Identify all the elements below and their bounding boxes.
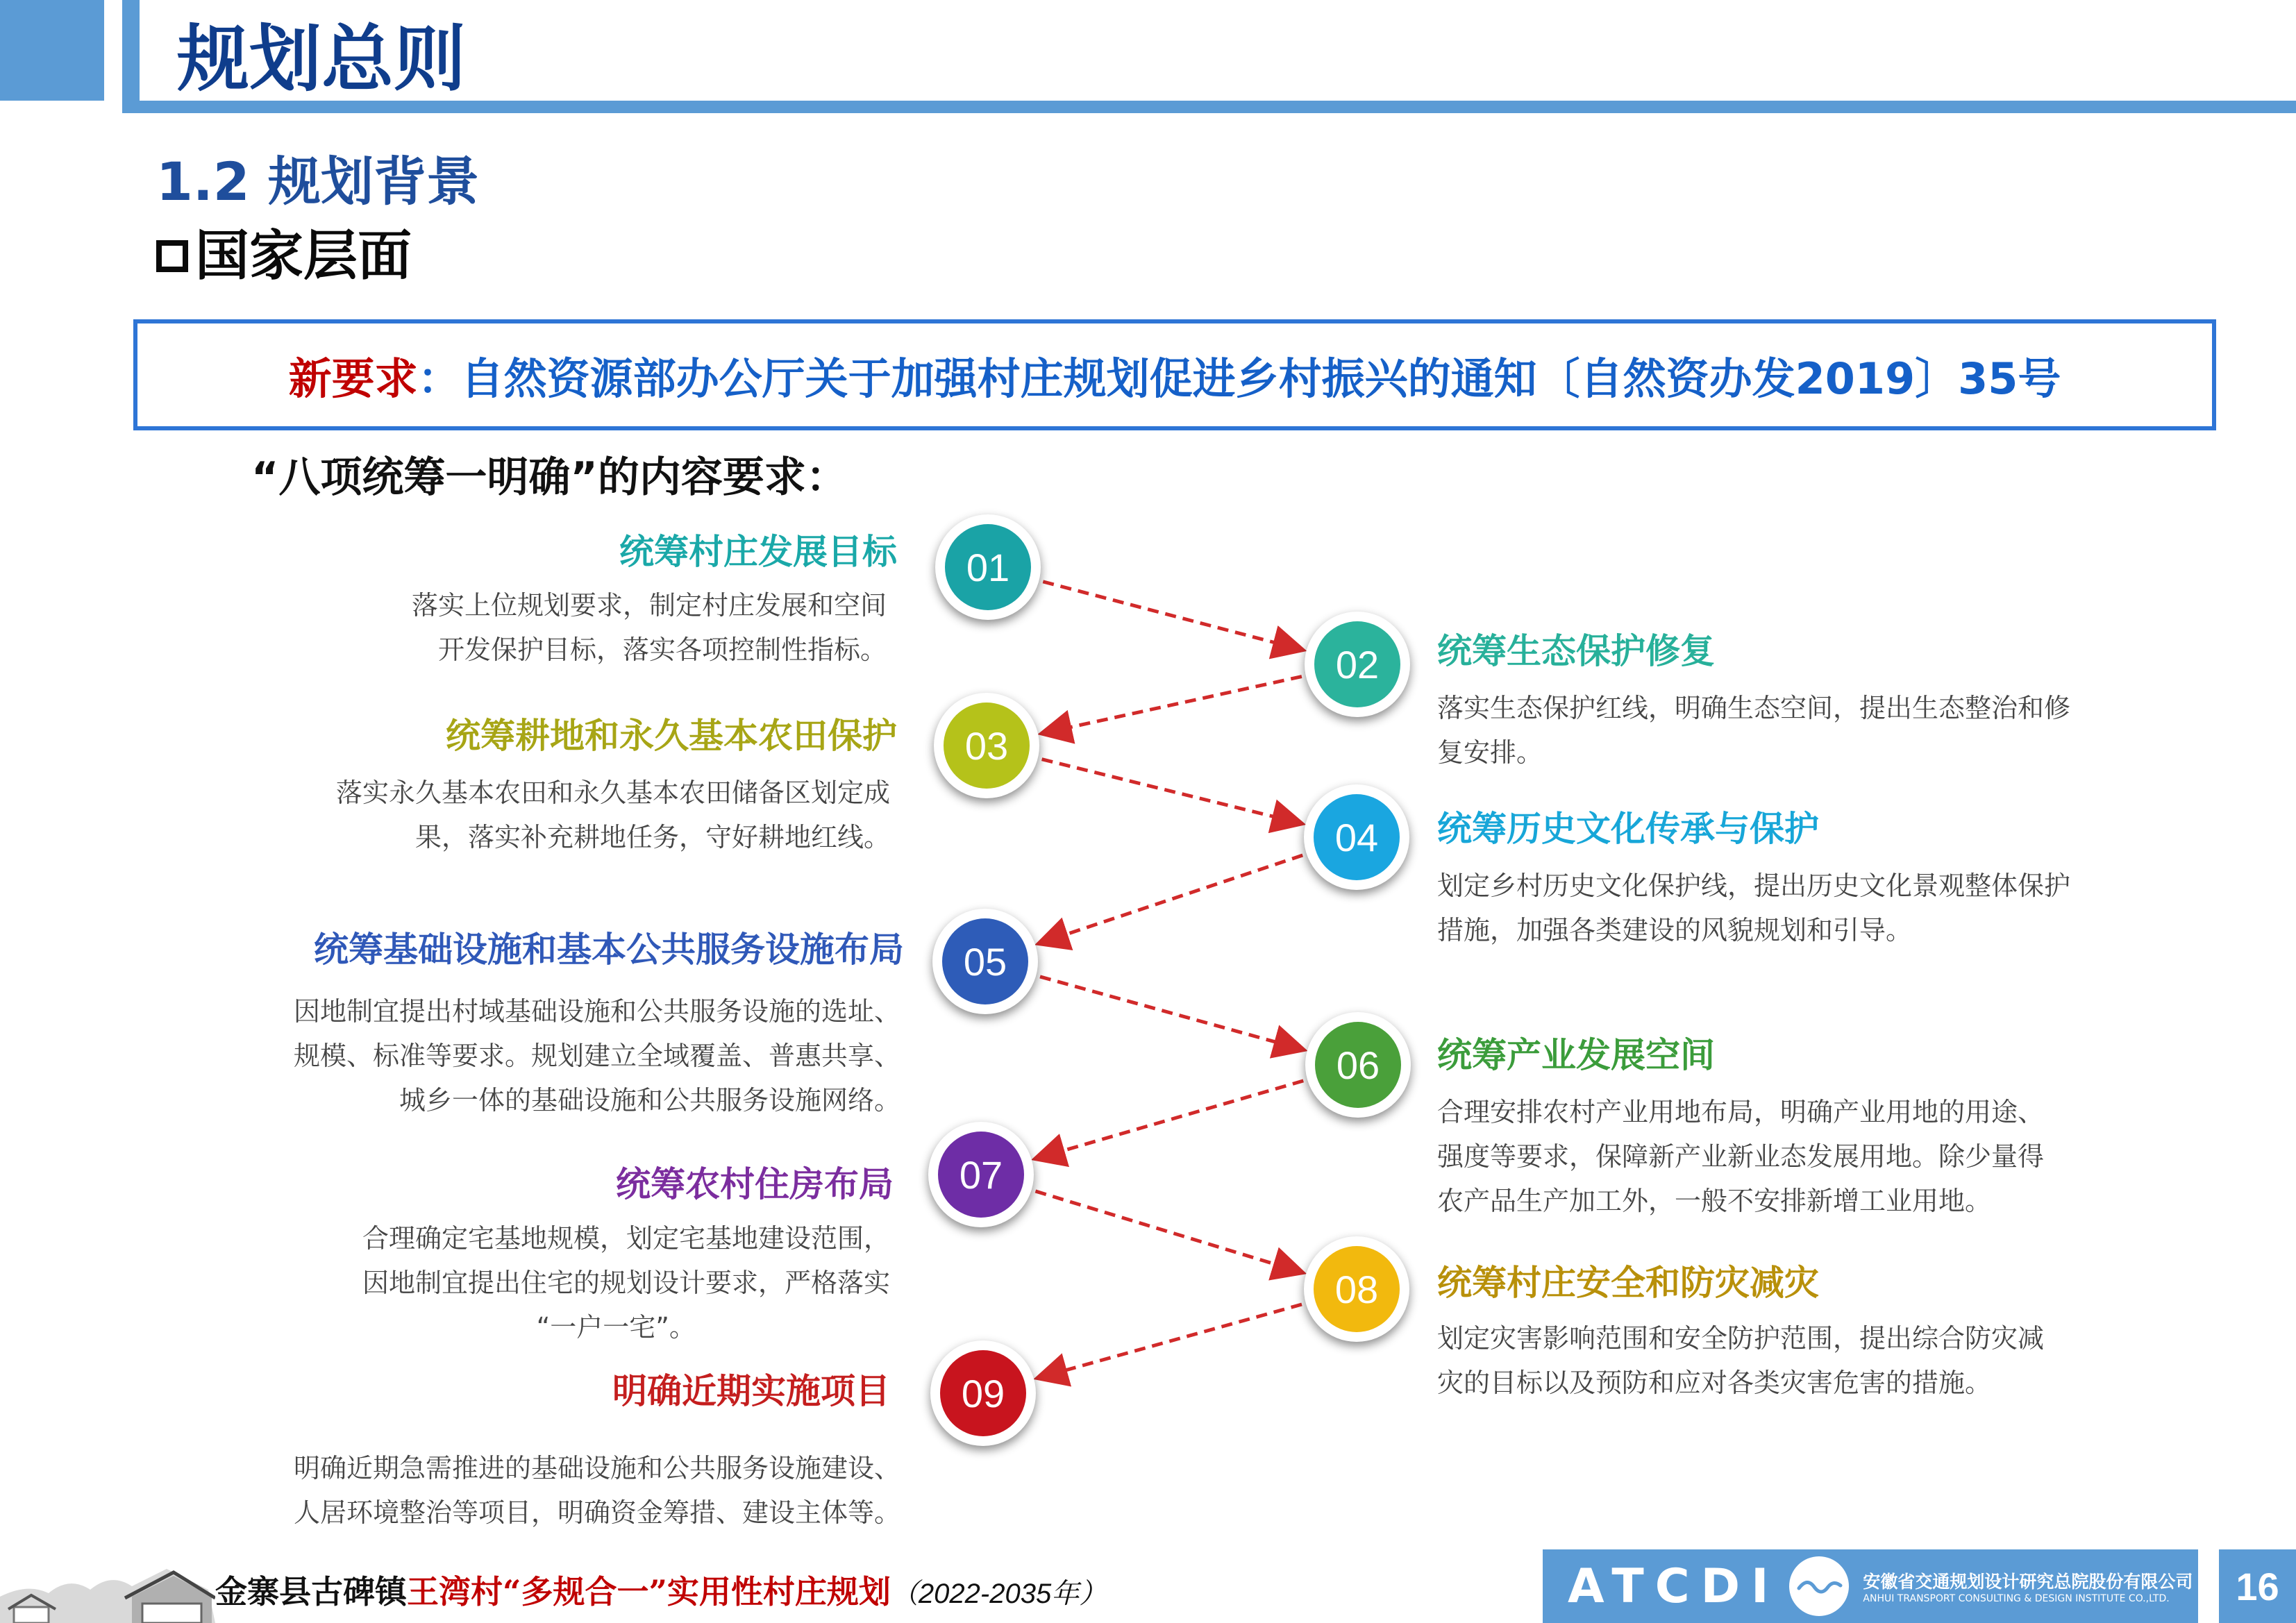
item-desc-04 [1437,864,2070,952]
step-circle-07 [928,1122,1034,1227]
step-circle-08 [1304,1236,1409,1342]
connector-arrow [1035,1191,1296,1271]
item-desc-08 [1437,1316,2044,1405]
step-number: 05 [942,918,1028,1004]
connector-arrow [1044,855,1302,941]
item-title-01: 统筹村庄发展目标 [619,532,897,572]
step-number: 02 [1314,621,1400,707]
step-circle-01 [935,514,1041,620]
step-circle-06 [1305,1012,1411,1118]
item-desc-line: 城乡一体的基础设施和公共服务设施网络。 [399,1085,900,1116]
step-number: 07 [938,1132,1024,1218]
item-desc-line: 复安排。 [1437,737,1543,768]
page-title: 规划总则 [177,17,467,101]
logo-company-cn: 安徽省交通规划设计研究总院股份有限公司 [1863,1572,2193,1592]
item-desc-line: 开发保护目标，落实各项控制性指标。 [437,634,887,665]
connector-arrow [1041,1081,1303,1157]
item-desc-line: 果，落实补充耕地任务，守好耕地红线。 [414,822,890,852]
village-illustration [0,1541,215,1623]
item-title-06: 统筹产业发展空间 [1437,1035,1715,1075]
logo-company-en: ANHUI TRANSPORT CONSULTING & DESIGN INSTITUTE CO.,LTD. [1863,1593,2170,1604]
footer-location: 金寨县古碑镇 [215,1573,407,1611]
logo-wordmark: ATCDI [1568,1558,1780,1614]
step-circle-03 [934,693,1039,798]
step-circle-05 [932,909,1038,1014]
item-title-08: 统筹村庄安全和防灾减灾 [1437,1263,1819,1303]
item-desc-line: “一户一宅”。 [536,1312,696,1343]
item-title-07: 统筹农村住房布局 [616,1164,894,1204]
step-number: 04 [1314,794,1400,880]
item-title-03: 统筹耕地和永久基本农田保护 [446,716,897,756]
section-heading: 1.2 规划背景 [156,151,480,212]
item-title-02: 统筹生态保护修复 [1437,631,1715,671]
connector-arrow [1043,582,1297,648]
step-circle-04 [1304,784,1409,890]
step-circle-09 [930,1340,1036,1446]
item-desc-07 [362,1216,890,1349]
item-desc-line: 合理确定宅基地规模，划定宅基地建设范围， [362,1223,890,1254]
notice-prefix: 新要求 [288,353,418,404]
sub-heading-text: 国家层面 [195,225,412,287]
wave-logo-icon [1789,1556,1849,1616]
company-logo [1543,1549,2198,1623]
connector-arrow [1040,977,1298,1048]
step-number: 08 [1314,1246,1400,1332]
item-desc-line: 明确近期急需推进的基础设施和公共服务设施建设、 [293,1453,900,1483]
item-desc-line: 强度等要求，保障新产业新业态发展用地。除少量得 [1437,1141,2045,1172]
logo-company-names [1863,1568,2193,1604]
footer-plan-name: 王湾村“多规合一”实用性村庄规划 [407,1573,891,1611]
item-desc-01 [412,583,887,672]
item-desc-line: 因地制宜提出住宅的规划设计要求，严格落实 [362,1268,890,1298]
connector-arrow [1042,759,1296,823]
intro-heading: “八项统筹一明确”的内容要求： [251,453,848,502]
item-desc-03 [336,771,890,859]
step-number: 06 [1315,1022,1401,1108]
item-title-09: 明确近期实施项目 [612,1371,890,1411]
item-desc-line: 规模、标准等要求。规划建立全域覆盖、普惠共享、 [293,1041,900,1071]
item-desc-line: 灾的目标以及预防和应对各类灾害危害的措施。 [1437,1368,1992,1398]
item-desc-line: 合理安排农村产业用地布局，明确产业用地的用途、 [1437,1097,2045,1127]
item-title-05: 统筹基础设施和基本公共服务设施布局 [314,930,904,970]
connector-arrow [1048,677,1302,732]
page-number: 16 [2219,1549,2296,1623]
item-desc-line: 落实永久基本农田和永久基本农田储备区划定成 [335,777,890,808]
step-number: 09 [940,1350,1026,1436]
item-desc-06 [1437,1090,2044,1223]
step-number: 03 [944,703,1030,789]
item-desc-05 [294,989,900,1122]
item-desc-line: 人居环境整治等项目，明确资金筹措、建设主体等。 [293,1497,900,1528]
step-number: 01 [945,524,1031,610]
step-circle-02 [1305,612,1410,717]
item-desc-line: 因地制宜提出村域基础设施和公共服务设施的选址、 [293,996,900,1027]
item-title-04: 统筹历史文化传承与保护 [1437,809,1819,849]
item-desc-09 [294,1446,900,1535]
item-desc-line: 措施，加强各类建设的风貌规划和引导。 [1437,915,1913,945]
item-desc-line: 划定灾害影响范围和安全防护范围，提出综合防灾减 [1437,1323,2045,1354]
footer-project-title [215,1567,1107,1618]
item-desc-line: 农产品生产加工外，一般不安排新增工业用地。 [1437,1186,1992,1216]
item-desc-02 [1437,686,2070,775]
item-desc-line: 划定乡村历史文化保护线，提出历史文化景观整体保护 [1437,871,2071,901]
item-desc-line: 落实上位规划要求，制定村庄发展和空间 [411,590,887,621]
footer-period: （2022-2035年） [890,1579,1107,1609]
connector-arrow [1044,1304,1302,1377]
item-desc-line: 落实生态保护红线，明确生态空间，提出生态整治和修 [1437,693,2071,723]
notice-text: ：自然资源部办公厅关于加强村庄规划促进乡村振兴的通知〔自然资办发2019〕35号 [417,353,2061,404]
